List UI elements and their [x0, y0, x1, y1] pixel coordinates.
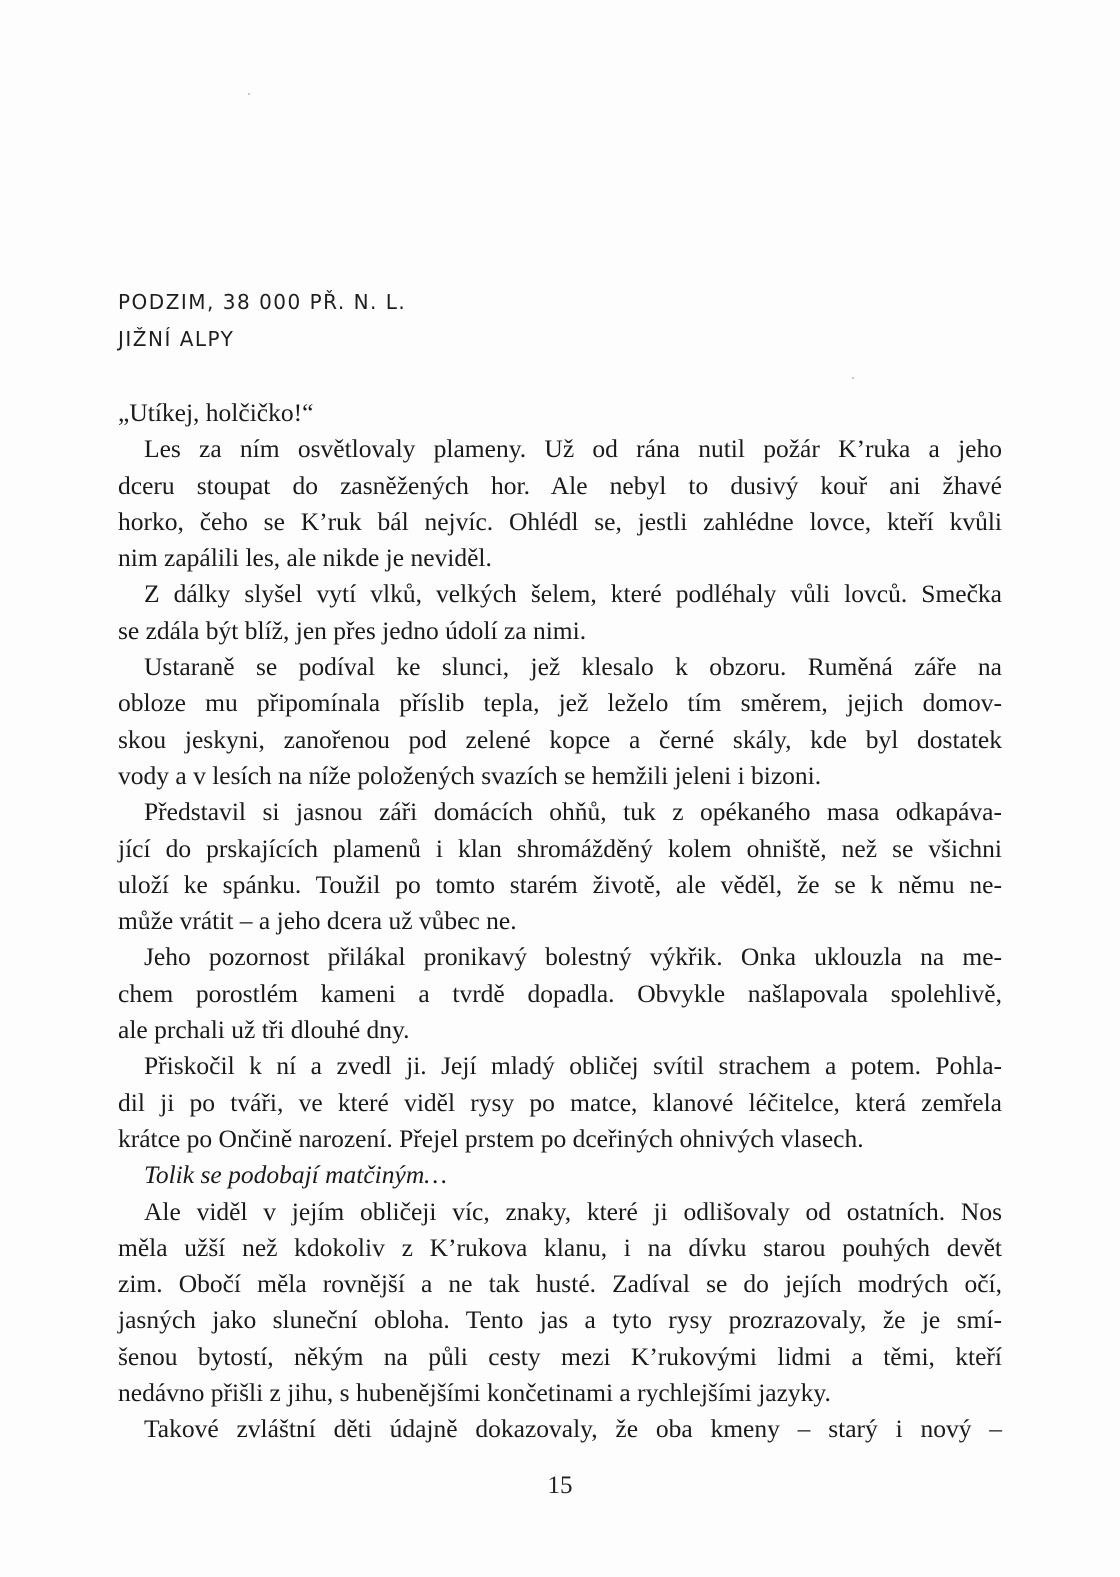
- text-line: skou jeskyni, zanořenou pod zelené kopce a černé skály, kde byl dostatek: [118, 724, 1002, 754]
- text-line: Představil si jasnou záři domácích ohňů, tuk z opékaného masa odkapáva-: [144, 797, 1002, 827]
- chapter-date-heading: PODZIM, 38 000 PŘ. N. L.: [118, 290, 407, 314]
- text-line: Jeho pozornost přilákal pronikavý bolestný výkřik. Onka uklouzla na me-: [144, 942, 1002, 972]
- text-line: jící do prskajících plamenů i klan shromážděný kolem ohniště, než se všichni: [118, 833, 1002, 863]
- text-line: ale prchali už tři dlouhé dny.: [118, 1015, 410, 1045]
- text-line: chem porostlém kameni a tvrdě dopadla. Obvykle našlapovala spolehlivě,: [118, 978, 1002, 1008]
- paragraph-6: [118, 939, 1002, 1048]
- text-line: dceru stoupat do zasněžených hor. Ale nebyl to dusivý kouř ani žhavé: [118, 470, 1002, 500]
- paragraph-2: [118, 431, 1002, 576]
- paragraph-4: [118, 649, 1002, 794]
- text-line: nedávno přišli z jihu, s hubenějšími končetinami a rychlejšími jazyky.: [118, 1378, 831, 1408]
- paragraph-8: [118, 1157, 1002, 1193]
- text-line: jasných jako sluneční obloha. Tento jas a tyto rysy prozrazovaly, že je smí-: [118, 1305, 1002, 1335]
- text-line: krátce po Ončině narození. Přejel prstem po dceřiných ohnivých vlasech.: [118, 1123, 864, 1153]
- page-number: 15: [547, 1472, 573, 1499]
- paragraph-9: [118, 1194, 1002, 1412]
- italic-thought-line: Tolik se podobají matčiným…: [144, 1160, 447, 1190]
- text-line: Les za ním osvětlovaly plameny. Už od rána nutil požár K’ruka a jeho: [144, 434, 1002, 464]
- paragraph-3: [118, 576, 1002, 649]
- paper-speck: [852, 377, 854, 379]
- text-line: šenou bytostí, někým na půli cesty mezi K’rukovými lidmi a těmi, kteří: [118, 1341, 1002, 1371]
- paragraph-1: [118, 395, 1002, 431]
- text-line: vody a v lesích na níže položených svazích se hemžili jeleni i bizoni.: [118, 760, 822, 790]
- text-line: dil ji po tváři, ve které viděl rysy po matce, klanové léčitelce, která zemřela: [118, 1087, 1002, 1117]
- chapter-location-heading: JIŽNÍ ALPY: [118, 327, 235, 351]
- text-line: Takové zvláštní děti údajně dokazovaly, že oba kmeny – starý i nový –: [144, 1414, 1002, 1444]
- text-line: nim zapálili les, ale nikde je neviděl.: [118, 543, 492, 573]
- text-line: měla užší než kdokoliv z K’rukova klanu, i na dívku starou pouhých devět: [118, 1232, 1002, 1262]
- text-line: obloze mu připomínala příslib tepla, jež leželo tím směrem, jejich domov-: [118, 688, 1002, 718]
- text-line: Z dálky slyšel vytí vlků, velkých šelem, které podléhaly vůli lovců. Smečka: [144, 579, 1002, 609]
- text-line: se zdála být blíž, jen přes jedno údolí za nimi.: [118, 615, 587, 645]
- text-line: zim. Obočí měla rovnější a ne tak husté. Zadíval se do jejích modrých očí,: [118, 1269, 1002, 1299]
- text-line: Ale viděl v jejím obličeji víc, znaky, které ji odlišovaly od ostatních. Nos: [144, 1196, 1002, 1226]
- paper-speck: [248, 93, 250, 95]
- text-line: Přiskočil k ní a zvedl ji. Její mladý obličej svítil strachem a potem. Pohla-: [144, 1051, 1002, 1081]
- body-text: [118, 395, 1002, 1448]
- text-line: horko, čeho se K’ruk bál nejvíc. Ohlédl se, jestli zahlédne lovce, kteří kvůli: [118, 506, 1002, 536]
- paragraph-10: [118, 1411, 1002, 1447]
- text-line: Ustaraně se podíval ke slunci, jež klesalo k obzoru. Ruměná záře na: [144, 652, 1002, 682]
- text-line: uloží ke spánku. Toužil po tomto starém životě, ale věděl, že se k němu ne-: [118, 869, 1002, 899]
- text-line: může vrátit – a jeho dcera už vůbec ne.: [118, 906, 517, 936]
- paragraph-7: [118, 1048, 1002, 1157]
- text-line: „Utíkej, holčičko!“: [118, 398, 314, 427]
- paragraph-5: [118, 794, 1002, 939]
